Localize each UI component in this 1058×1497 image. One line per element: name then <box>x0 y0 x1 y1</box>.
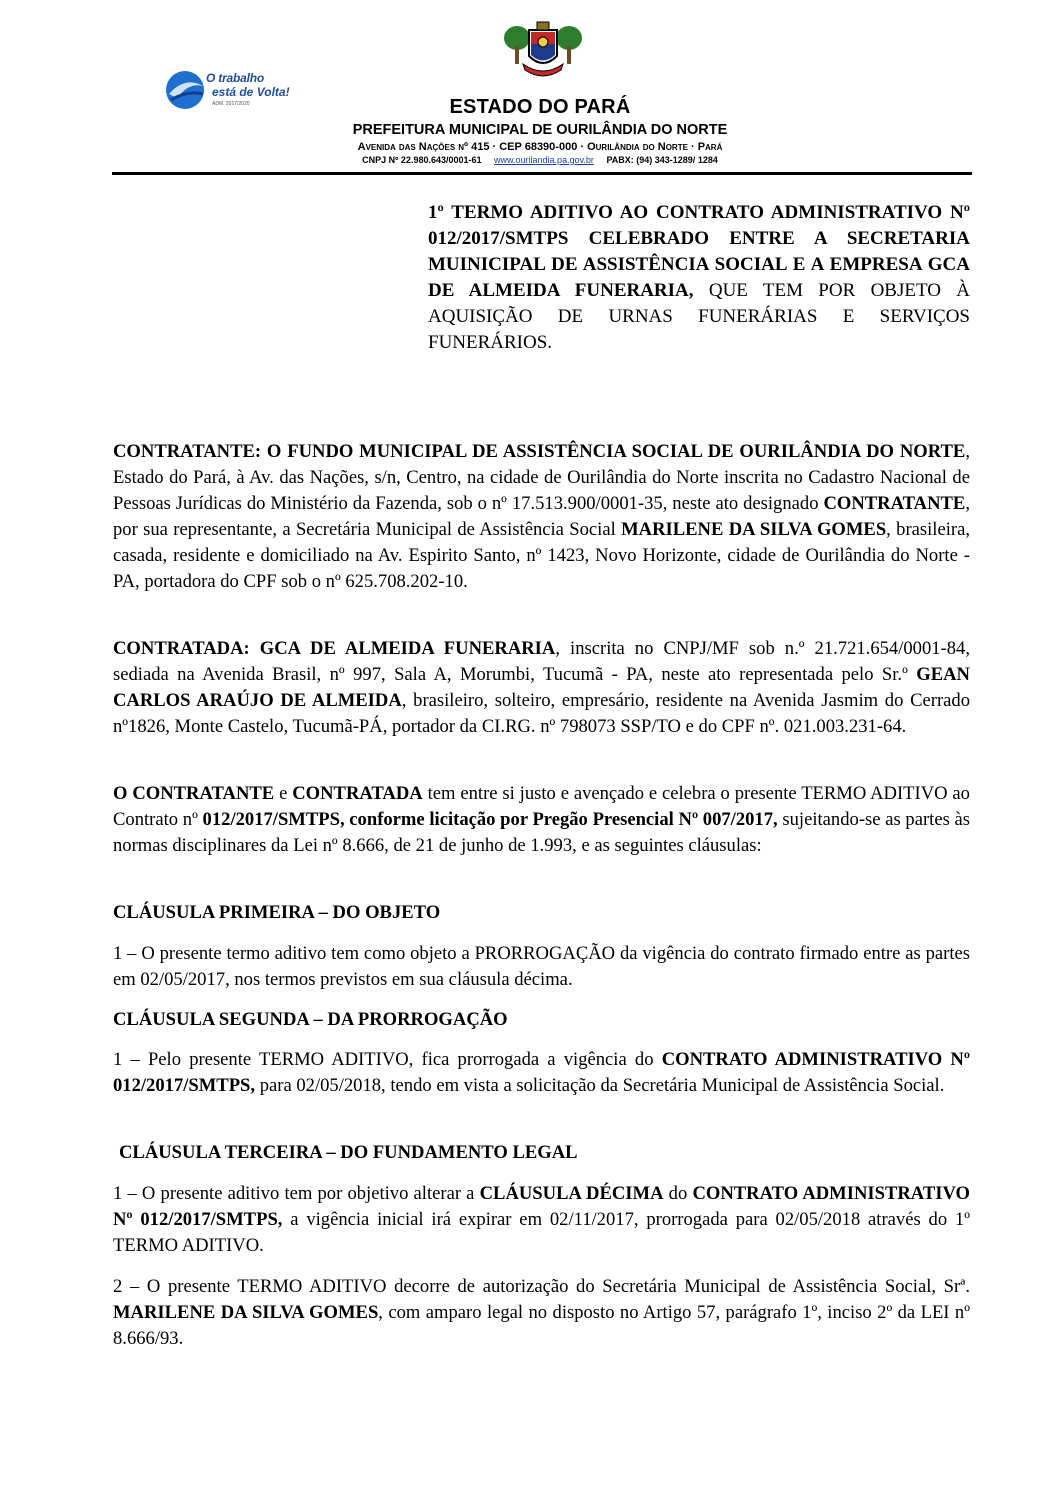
header-divider <box>112 172 972 175</box>
contratada-paragraph: CONTRATADA: GCA DE ALMEIDA FUNERARIA, inscrita no CNPJ/MF sob n.º 21.721.654/0001-84, sediada na Avenida Brasil, nº 997, Sala A, Morumbi, Tucumã - PA, neste ato representada pelo Sr.º GEAN CARLOS ARAÚJO DE ALMEIDA, brasileiro, solteiro, empresário, residente na Avenida Jasmim do Cerrado nº1826, Monte Castelo, Tucumã-PÁ, portador da CI.RG. nº 798073 SSP/TO e do CPF nº. 021.003.231-64. <box>113 638 971 737</box>
contratante-paragraph: CONTRATANTE: O FUNDO MUNICIPAL DE ASSISTÊNCIA SOCIAL DE OURILÂNDIA DO NORTE, Estado do Pará, à Av. das Nações, s/n, Centro, na cidade de Ourilândia do Norte inscrita no Cadastro Nacional de Pessoas Jurídicas do Ministério da Fazenda, sob o nº 17.513.900/0001-35, neste ato designado CONTRATANTE, por sua representante, a Secretária Municipal de Assistência Social MARILENE DA SILVA GOMES, brasileira, casada, residente e domiciliado na Av. Espirito Santo, nº 1423, Novo Horizonte, cidade de Ourilândia do Norte - PA, portadora do CPF sob o nº 625.708.202-10. <box>113 441 970 592</box>
logo-text: O trabalho <box>206 71 265 85</box>
clausula-primeira-heading: CLÁUSULA PRIMEIRA – DO OBJETO <box>113 902 441 923</box>
contratante-label: CONTRATANTE: O FUNDO MUNICIPAL DE ASSISTÊNCIA SOCIAL DE OURILÂNDIA DO NORTE <box>113 441 966 462</box>
municipal-crest-icon <box>503 20 583 82</box>
clausula-segunda-heading: CLÁUSULA SEGUNDA – DA PRORROGAÇÃO <box>113 1009 508 1030</box>
logo-text: está de Volta! <box>212 85 290 99</box>
cnpj-text: CNPJ Nº 22.980.643/0001-61 <box>362 155 482 165</box>
contratada-label: CONTRATADA: GCA DE ALMEIDA FUNERARIA <box>113 638 556 659</box>
document-title <box>428 200 970 356</box>
logo-subtext: ADM. 2017/2020 <box>212 101 250 107</box>
intro-paragraph: O CONTRATANTE e CONTRATADA tem entre si justo e avençado e celebra o presente TERMO ADITIVO ao Contrato nº 012/2017/SMTPS, conforme licitação por Pregão Presencial Nº 007/2017, sujeitando-se as partes às normas disciplinares da Lei nº 8.666, de 21 de junho de 1.993, e as seguintes cláusulas: <box>113 783 970 856</box>
address-line: Avenida das Nações nº 415 · CEP 68390-000 · Ourilândia do Norte · Pará <box>357 141 723 153</box>
title-bold: 1º TERMO ADITIVO AO CONTRATO ADMINISTRATIVO Nº 012/2017/SMTPS CELEBRADO ENTRE A SECRETARIA MUINICIPAL DE ASSISTÊNCIA SOCIAL E A EMPRESA GCA DE ALMEIDA FUNERARIA, <box>428 202 970 301</box>
clausula-terceira-item-2: 2 – O presente TERMO ADITIVO decorre de autorização do Secretária Municipal de Assistência Social, Srª. MARILENE DA SILVA GOMES, com amparo legal no disposto no Artigo 57, parágrafo 1º, inciso 2º da LEI nº 8.666/93. <box>113 1276 970 1349</box>
website-link[interactable]: www.ourilandia.pa.gov.br <box>494 155 594 165</box>
clausula-terceira-item-1: 1 – O presente aditivo tem por objetivo alterar a CLÁUSULA DÉCIMA do CONTRATO ADMINISTRATIVO Nº 012/2017/SMTPS, a vigência inicial irá expirar em 02/11/2017, prorrogada para 02/05/2018 através do 1º TERMO ADITIVO. <box>113 1183 970 1256</box>
clausula-primeira-text: 1 – O presente termo aditivo tem como objeto a PRORROGAÇÃO da vigência do contrato firmado entre as partes em 02/05/2017, nos termos previstos em sua cláusula décima. <box>113 943 970 990</box>
clausula-terceira-heading: CLÁUSULA TERCEIRA – DO FUNDAMENTO LEGAL <box>119 1142 578 1163</box>
state-title: ESTADO DO PARÁ <box>449 96 631 118</box>
phone-text: PABX: (94) 343-1289/ 1284 <box>606 155 718 165</box>
prefeitura-title: PREFEITURA MUNICIPAL DE OURILÂNDIA DO NORTE <box>352 122 728 138</box>
contact-line <box>0 155 1058 165</box>
clausula-segunda-text: 1 – Pelo presente TERMO ADITIVO, fica prorrogada a vigência do CONTRATO ADMINISTRATIVO Nº 012/2017/SMTPS, para 02/05/2018, tendo em vista a solicitação da Secretária Municipal de Assistência Social. <box>113 1049 970 1096</box>
title-normal: QUE TEM POR OBJETO À AQUISIÇÃO DE URNAS FUNERÁRIAS E SERVIÇOS FUNERÁRIOS. <box>428 280 970 353</box>
